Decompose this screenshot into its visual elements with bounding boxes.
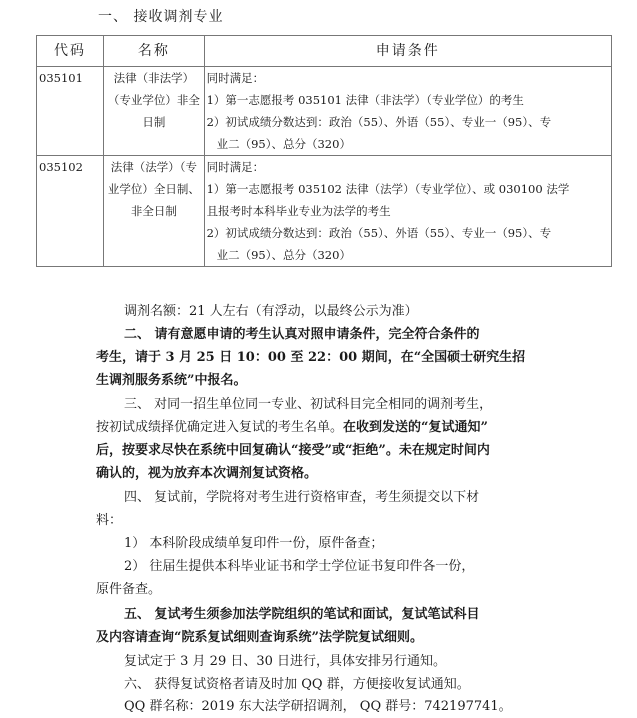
row-conditions xyxy=(204,156,611,267)
para6-line2: QQ 群名称：2019 东大法学研招调剂， QQ 群号：742197741。 xyxy=(124,699,512,714)
para3-line3: 后，按要求尽快在系统中回复确认“接受”或“拒绝”。未在规定时间内 xyxy=(96,443,490,458)
para2-line2: 考生，请于 3 月 25 日 10：00 至 22：00 期间，在“全国硕士研究生招 xyxy=(96,350,526,365)
para5-line1: 五、 复试考生须参加法学院组织的笔试和面试，复试笔试科目 xyxy=(124,607,480,622)
para4-item2: 2） 往届生提供本科毕业证书和学士学位证书复印件各一份， xyxy=(124,559,475,574)
row-name: 法律（法学）（专业学位）全日制、非全日制 xyxy=(104,156,205,267)
para4-item1: 1） 本科阶段成绩单复印件一份，原件备查； xyxy=(124,536,384,551)
table-header-row xyxy=(37,36,612,67)
para3-line1: 三、 对同一招生单位同一专业、初试科目完全相同的调剂考生， xyxy=(124,397,493,412)
cond-item-1-cont: 且报考时本科毕业专业为法学的考生 xyxy=(206,204,391,218)
para6-line1: 六、 获得复试资格者请及时加 QQ 群，方便接收复试通知。 xyxy=(124,677,470,692)
header-name: 名称 xyxy=(104,36,205,67)
table-row xyxy=(37,156,612,267)
cond-item-2: 2）初试成绩分数达到：政治（55）、外语（55）、专业一（95）、专 xyxy=(206,115,552,129)
para3-line2-normal: 按初试成绩择优确定进入复试的考生名单。 xyxy=(96,420,344,435)
cond-item-1: 1）第一志愿报考 035102 法律（法学）（专业学位）、或 030100 法学 xyxy=(206,182,570,196)
para4-line2: 料： xyxy=(96,513,123,528)
row-name: 法律（非法学）（专业学位）非全日制 xyxy=(104,67,205,156)
row-conditions xyxy=(204,67,611,156)
para2-line3: 生调剂服务系统”中报名。 xyxy=(96,373,247,388)
para4-line1: 四、 复试前，学院将对考生进行资格审查，考生须提交以下材 xyxy=(124,490,480,505)
para3-line4: 确认的，视为放弃本次调剂复试资格。 xyxy=(96,466,318,481)
cond-item-2: 2）初试成绩分数达到：政治（55）、外语（55）、专业一（95）、专 xyxy=(206,226,552,240)
para3-line2-bold: 在收到发送的“复试通知” xyxy=(343,420,488,435)
cond-intro: 同时满足： xyxy=(206,160,265,174)
cond-item-1: 1）第一志愿报考 035101 法律（非法学）（专业学位）的考生 xyxy=(206,93,524,107)
cond-item-2-cont: 业二（95）、总分（320） xyxy=(216,137,351,151)
quota-text: 调剂名额：21 人左右（有浮动，以最终公示为准） xyxy=(124,304,418,319)
cond-item-2-cont: 业二（95）、总分（320） xyxy=(216,248,351,262)
section-title-accepted-majors: 一、 接收调剂专业 xyxy=(98,9,224,25)
row-code: 035102 xyxy=(37,156,104,267)
table-row xyxy=(37,67,612,156)
header-conditions: 申请条件 xyxy=(204,36,611,67)
requirements-table xyxy=(36,35,612,267)
para3-line2 xyxy=(96,416,488,439)
cond-intro: 同时满足： xyxy=(206,71,265,85)
para4-item2-cont: 原件备查。 xyxy=(96,582,162,597)
row-code: 035101 xyxy=(37,67,104,156)
para5-line3: 复试定于 3 月 29 日、30 日进行，具体安排另行通知。 xyxy=(124,654,447,669)
para2-line1: 二、 请有意愿申请的考生认真对照申请条件，完全符合条件的 xyxy=(124,327,480,342)
para5-line2: 及内容请查询“院系复试细则查询系统”法学院复试细则。 xyxy=(96,630,423,645)
header-code: 代码 xyxy=(37,36,104,67)
